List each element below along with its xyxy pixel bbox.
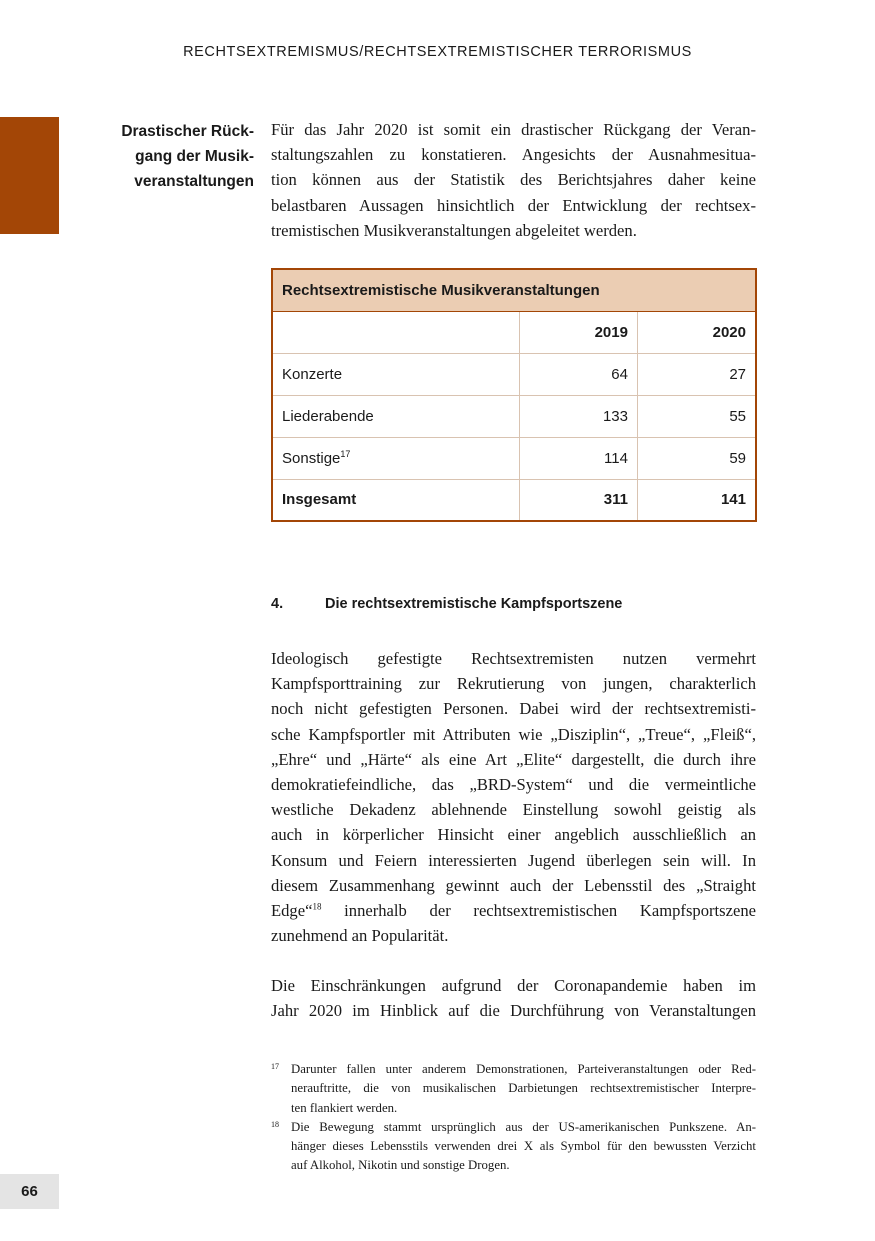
body-paragraph [271, 973, 756, 1023]
text-line: noch nicht gefestigten Personen. Dabei wird der rechtsextremisti- [271, 699, 756, 719]
footnote-number: 18 [271, 1119, 279, 1129]
table-title: Rechtsextremistische Musikveranstaltungen [272, 269, 756, 311]
year-header-2019: 2019 [520, 311, 638, 353]
value-2019: 133 [520, 395, 638, 437]
value-2019: 64 [520, 353, 638, 395]
text-line: Jahr 2020 im Hinblick auf die Durchführung von Veranstaltungen [271, 1001, 756, 1021]
table-total-row [272, 479, 756, 521]
body-paragraph [271, 646, 756, 948]
text-line: sche Kampfsportler mit Attributen wie „Disziplin“, „Treue“, „Fleiß“, [271, 724, 756, 744]
value-2019: 114 [520, 437, 638, 479]
footnote-ref: 18 [312, 901, 322, 912]
footnote-ref: 17 [340, 448, 351, 459]
text-fragment: innerhalb der rechtsextremistischen Kampfsportszene [321, 901, 756, 921]
page-number: 66 [0, 1174, 59, 1209]
table-header-empty [272, 311, 520, 353]
text-fragment: Edge“ [271, 901, 313, 921]
row-label: Liederabende [272, 395, 520, 437]
text-line: tremistischen Musikveranstaltungen abgeleitet werden. [271, 220, 637, 240]
table-row [272, 353, 756, 395]
text-line: Kampfsporttraining zur Rekrutierung von jungen, charakterlich [271, 674, 756, 694]
footnote-line: hänger dieses Lebensstils verwenden drei X als Symbol für den bewussten Verzicht [291, 1139, 756, 1154]
total-2020: 141 [637, 479, 756, 521]
row-label: Sonstige [282, 449, 341, 467]
intro-paragraph [271, 117, 756, 243]
footnote [271, 1118, 756, 1176]
year-header-2020: 2020 [637, 311, 756, 353]
section-heading [271, 596, 622, 612]
text-line: westliche Dekadenz ablehnende Einstellung sowohl geistig als [271, 800, 756, 820]
text-line: demokratiefeindliche, das „BRD-System“ und die vermeintliche [271, 775, 756, 795]
running-header: RECHTSEXTREMISMUS/RECHTSEXTREMISTISCHER TERRORISMUS [183, 44, 692, 60]
footnote-line: Die Bewegung stammt ursprünglich aus der US-amerikanischen Punkszene. An- [291, 1119, 756, 1134]
table-row [272, 437, 756, 479]
value-2020: 27 [637, 353, 756, 395]
margin-heading [100, 119, 254, 194]
row-label-cell [272, 437, 520, 479]
text-line: Für das Jahr 2020 ist somit ein drastischer Rückgang der Veran- [271, 120, 756, 139]
section-number: 4. [271, 596, 284, 612]
text-line: Ideologisch gefestigte Rechtsextremisten nutzen vermehrt [271, 649, 756, 668]
margin-heading-line: veranstaltungen [134, 173, 254, 190]
margin-heading-line: Drastischer Rück- [121, 123, 254, 140]
text-line: staltungszahlen zu konstatieren. Angesichts der Ausnahmesitua- [271, 145, 756, 165]
music-events-table [271, 268, 757, 522]
total-label: Insgesamt [272, 479, 520, 521]
text-line: Konsum und Feiern interessierten Jugend überlegen sein will. In [271, 850, 756, 870]
text-line: diesem Zusammenhang gewinnt auch der Lebensstil des „Straight [271, 875, 756, 895]
footnote-line: ten flankiert werden. [291, 1100, 398, 1115]
footnote-number: 17 [271, 1062, 279, 1071]
footnote [271, 1060, 756, 1118]
total-2019: 311 [520, 479, 638, 521]
value-2020: 59 [637, 437, 756, 479]
text-line: auch in körperlicher Hinsicht einer angeblich ausschließlich an [271, 825, 756, 845]
footnote-line: nerauftritte, die von musikalischen Darbietungen rechtsextremistischer Interpre- [291, 1081, 756, 1096]
footnote-line: auf Alkohol, Nikotin und sonstige Drogen. [291, 1158, 510, 1173]
text-line: Die Einschränkungen aufgrund der Coronapandemie haben im [271, 976, 756, 995]
margin-heading-line: gang der Musik- [135, 148, 254, 165]
footnote-line: Darunter fallen unter anderem Demonstrationen, Parteiveranstaltungen oder Red- [291, 1062, 756, 1076]
row-label: Konzerte [272, 353, 520, 395]
text-line: belastbaren Aussagen hinsichtlich der Entwicklung der rechtsex- [271, 195, 756, 215]
table-header-row [272, 311, 756, 353]
text-line: tion können aus der Statistik des Berichtsjahres daher keine [271, 170, 756, 190]
section-title: Die rechtsextremistische Kampfsportszene [325, 596, 623, 612]
value-2020: 55 [637, 395, 756, 437]
table-row [272, 395, 756, 437]
text-line: „Ehre“ und „Härte“ als eine Art „Elite“ dargestellt, die durch ihre [271, 749, 756, 769]
text-line [271, 898, 756, 923]
chapter-color-tab [0, 117, 59, 234]
text-line: zunehmend an Popularität. [271, 926, 449, 946]
footnotes [271, 1060, 756, 1176]
